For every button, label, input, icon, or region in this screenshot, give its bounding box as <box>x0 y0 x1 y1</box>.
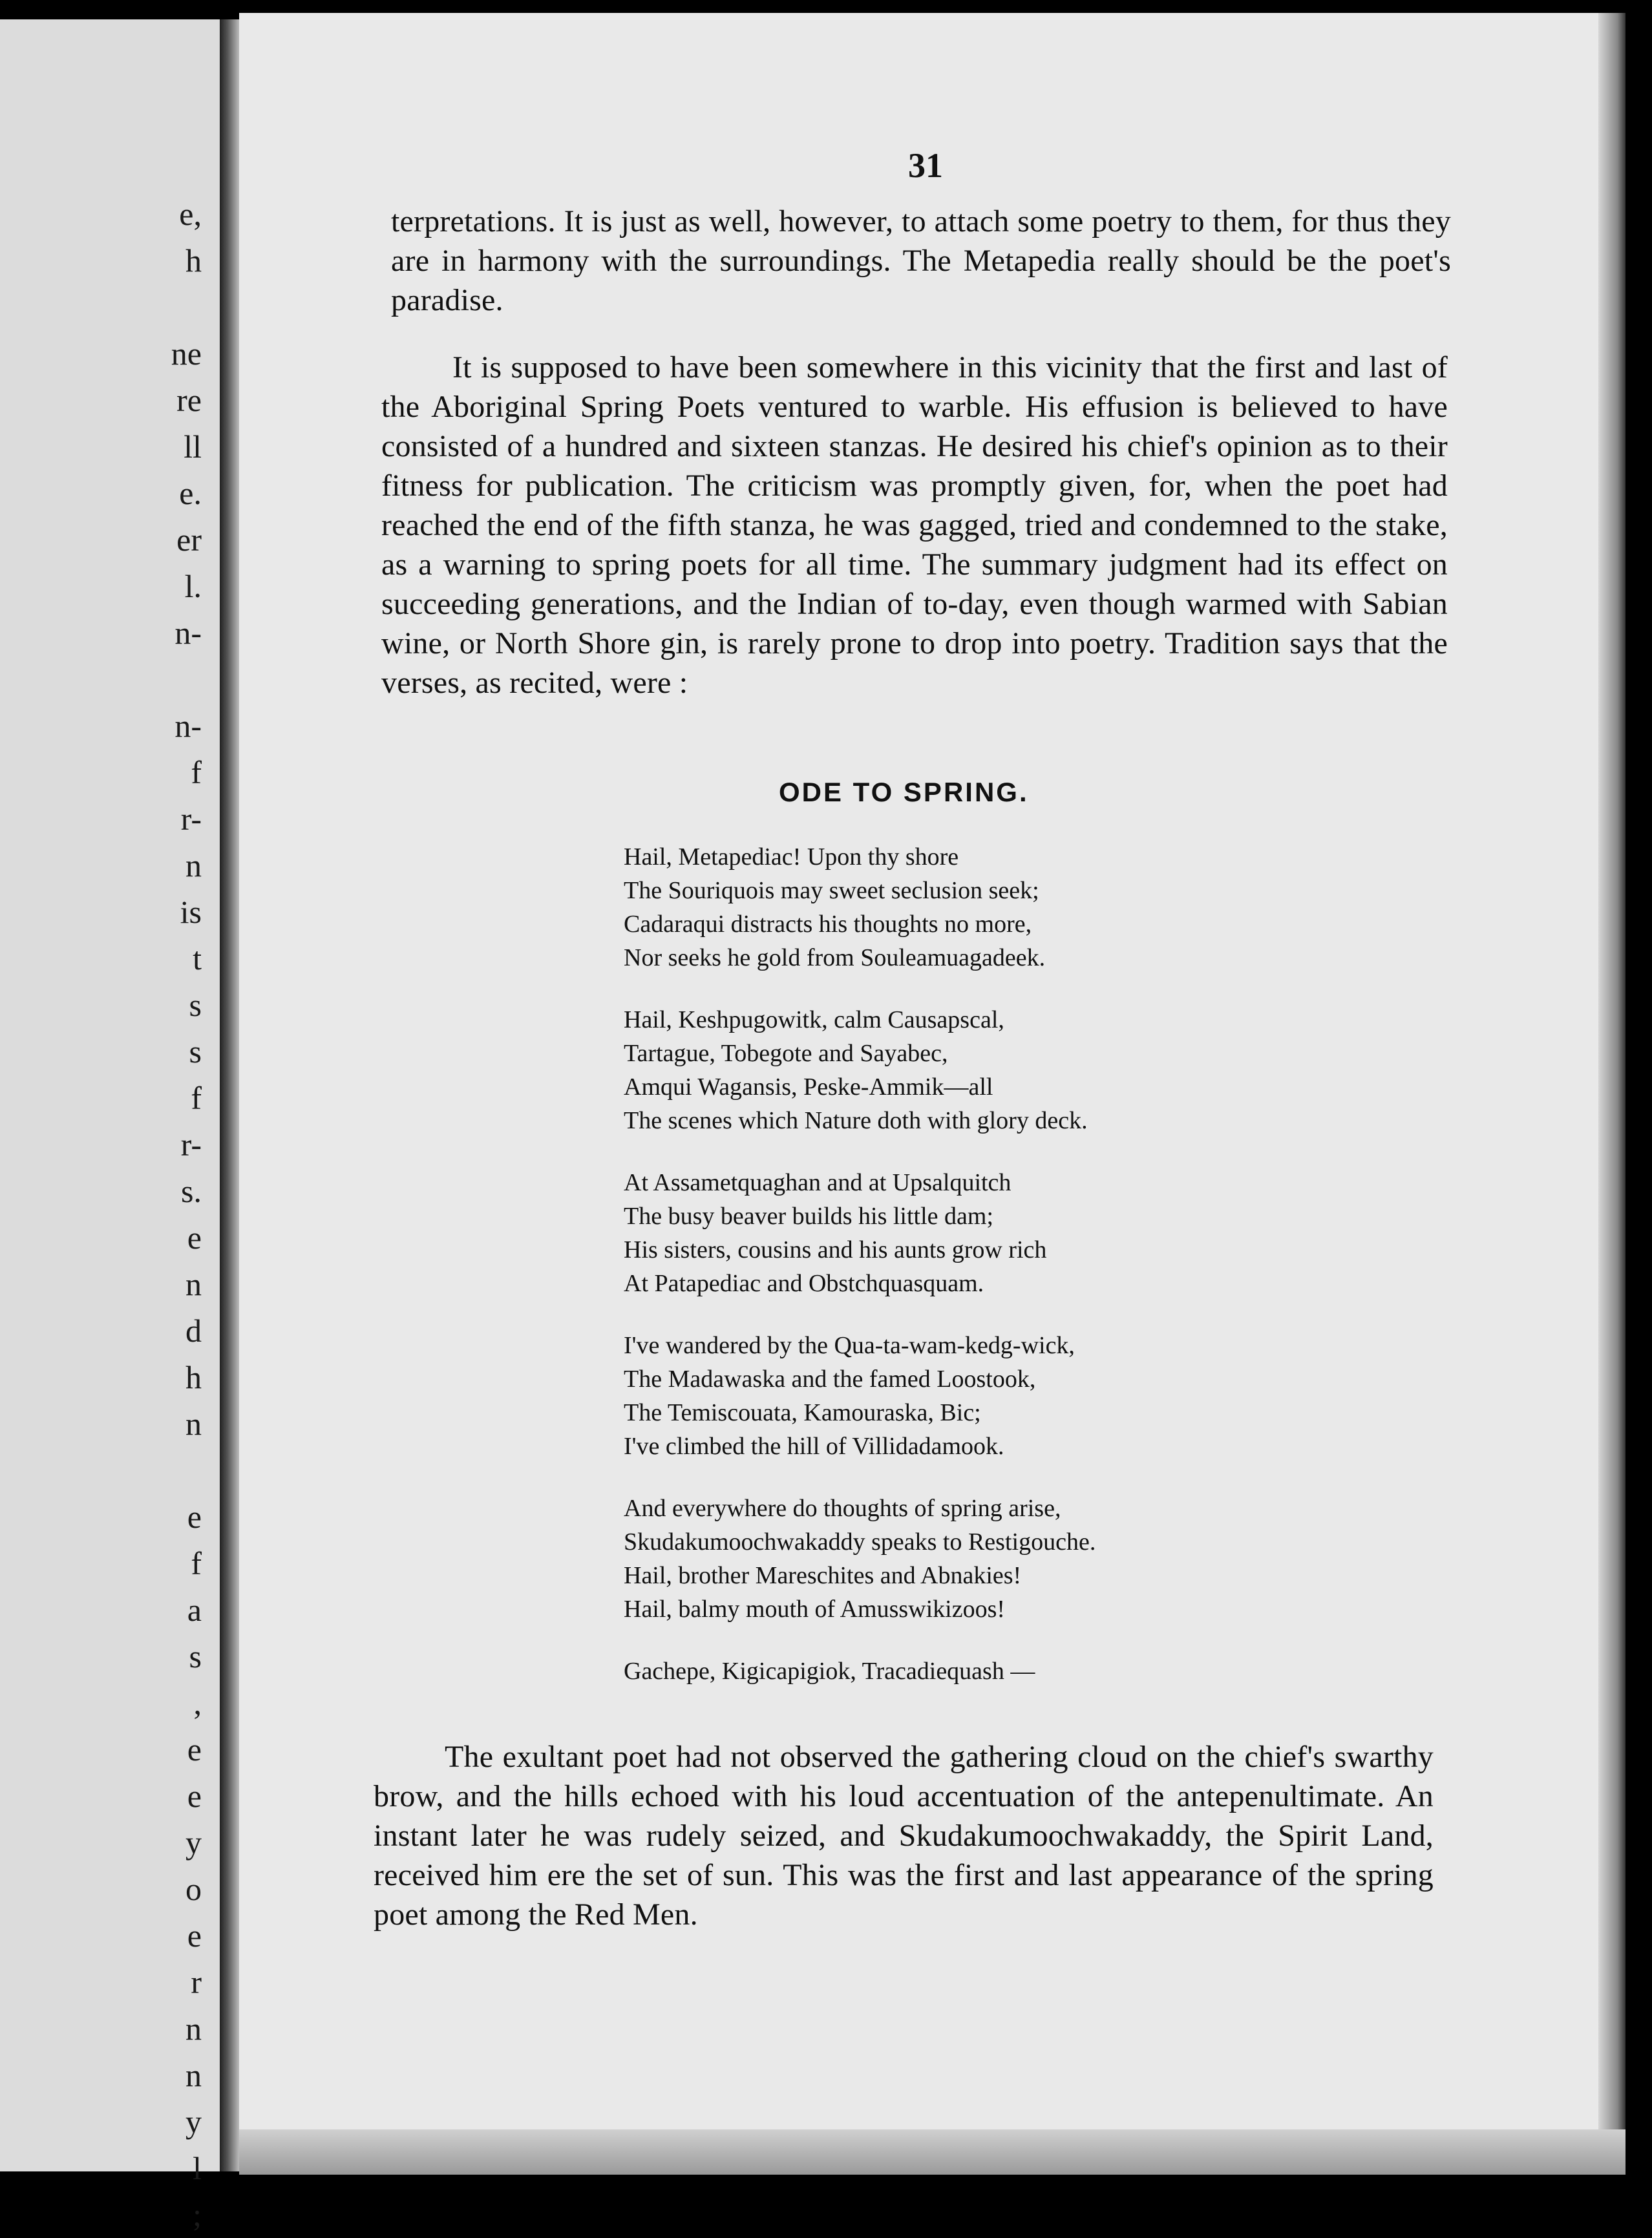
poem-line: And everywhere do thoughts of spring arise, <box>624 1495 1061 1522</box>
facing-page-fragment: y <box>185 2104 202 2140</box>
poem-stanza <box>624 1166 1270 1300</box>
poem <box>624 840 1270 1716</box>
facing-page-fragment: r- <box>180 1126 202 1163</box>
facing-page-fragment: n <box>185 2011 202 2047</box>
facing-page-fragment: n- <box>175 615 202 651</box>
poem-line: His sisters, cousins and his aunts grow rich <box>624 1236 1047 1263</box>
poem-line: The busy beaver builds his little dam; <box>624 1203 994 1230</box>
facing-page-fragment: a <box>187 1592 202 1628</box>
facing-page <box>0 19 220 2233</box>
poem-line: Hail, brother Mareschites and Abnakies! <box>624 1562 1022 1589</box>
facing-page-fragment: ; <box>193 2197 202 2233</box>
page-edge <box>1598 13 1626 2175</box>
poem-line: Hail, Metapediac! Upon thy shore <box>624 843 959 871</box>
facing-page-fragment: n- <box>175 708 202 744</box>
poem-line: Hail, Keshpugowitk, calm Causapscal, <box>624 1006 1004 1033</box>
poem-stanza <box>624 1492 1270 1626</box>
page-number: 31 <box>908 146 943 185</box>
facing-page-fragment: d <box>185 1313 202 1349</box>
book-gutter <box>220 19 239 2171</box>
poem-line: Cadaraqui distracts his thoughts no more, <box>624 911 1032 938</box>
facing-page-fragment: e <box>187 1917 202 1954</box>
poem-line: Tartague, Tobegote and Sayabec, <box>624 1040 948 1067</box>
facing-page-fragment: o <box>185 1871 202 1907</box>
facing-page-fragment: er <box>176 522 202 558</box>
poem-stanza <box>624 1654 1270 1688</box>
facing-page-fragment: is <box>180 894 202 930</box>
facing-page-fragment: n <box>185 847 202 883</box>
facing-page-fragment: f <box>191 1545 202 1581</box>
facing-page-fragment: , <box>193 1685 202 1721</box>
facing-page-fragment: e <box>187 1778 202 1814</box>
poem-line: I've climbed the hill of Villidadamook. <box>624 1433 1004 1460</box>
poem-line: At Assametquaghan and at Upsalquitch <box>624 1169 1011 1196</box>
poem-stanza <box>624 1003 1270 1137</box>
facing-page-text-fragments <box>163 191 202 2238</box>
poem-stanza <box>624 840 1270 975</box>
facing-page-fragment: e. <box>179 475 202 511</box>
facing-page-fragment <box>163 656 202 702</box>
facing-page-fragment: n <box>185 1266 202 1302</box>
facing-page-fragment: s <box>189 987 202 1023</box>
poem-line: I've wandered by the Qua-ta-wam-kedg-wick, <box>624 1332 1075 1359</box>
poem-line: The Souriquois may sweet seclusion seek; <box>624 877 1039 904</box>
facing-page-fragment: n <box>185 2057 202 2093</box>
facing-page-fragment: r <box>191 1964 202 2000</box>
poem-title: ODE TO SPRING. <box>779 777 1029 807</box>
paragraph-intro: terpretations. It is just as well, however, to attach some poetry to them, for thus they are in harmony with the surroundings. The Metapedia really should be the poet's paradise. <box>391 204 1451 317</box>
facing-page-fragment: e <box>187 1731 202 1768</box>
paragraph-spring-poets: It is supposed to have been somewhere in this vicinity that the first and last of the Aboriginal Spring Poets ventured to warble. His effusion is believed to have consisted of a hundred and sixteen stanzas. He desired his chief's opinion as to their fitness for publication. The criticism was promptly given, for, when the poet had reached the end of the fifth stanza, he was gagged, tried and condemned to the stake, as a warning to spring poets for all time. The summary judgment had its effect on succeeding generations, and the Indian of to-day, even though warmed with Sabian wine, or North Shore gin, is rarely prone to drop into poetry. Tradition says that the verses, as recited, were : <box>381 350 1448 700</box>
poem-line: Skudakumoochwakaddy speaks to Restigouche. <box>624 1528 1096 1556</box>
facing-page-fragment: s. <box>181 1173 202 1209</box>
poem-line: Gachepe, Kigicapigiok, Tracadiequash — <box>624 1658 1035 1685</box>
facing-page-fragment: f <box>191 1080 202 1116</box>
facing-page-fragment: h <box>185 1359 202 1395</box>
poem-line: The scenes which Nature doth with glory deck. <box>624 1107 1088 1134</box>
facing-page-fragment: s <box>189 1033 202 1070</box>
facing-page-fragment <box>163 284 202 330</box>
facing-page-fragment: re <box>176 382 202 418</box>
facing-page-fragment: s <box>189 1638 202 1674</box>
poem-line: Hail, balmy mouth of Amusswikizoos! <box>624 1596 1006 1623</box>
facing-page-fragment: e, <box>179 196 202 232</box>
facing-page-fragment: l <box>193 2150 202 2186</box>
poem-line: Amqui Wagansis, Peske-Ammik—all <box>624 1073 993 1101</box>
poem-stanza <box>624 1329 1270 1463</box>
facing-page-fragment: l. <box>184 568 202 604</box>
poem-line: The Madawaska and the famed Loostook, <box>624 1366 1036 1393</box>
facing-page-fragment: n <box>185 1406 202 1442</box>
poem-line: The Temiscouata, Kamouraska, Bic; <box>624 1399 981 1426</box>
facing-page-fragment <box>163 1447 202 1494</box>
facing-page-fragment: e <box>187 1219 202 1256</box>
facing-page-fragment: h <box>185 242 202 279</box>
poem-line: Nor seeks he gold from Souleamuagadeek. <box>624 944 1046 971</box>
page-bottom-edge <box>239 2129 1626 2175</box>
facing-page-fragment: f <box>191 754 202 790</box>
facing-page-fragment: r- <box>180 801 202 837</box>
facing-page-fragment: t <box>193 940 202 976</box>
poem-line: At Patapediac and Obstchquasquam. <box>624 1270 984 1297</box>
facing-page-fragment: ne <box>171 335 202 372</box>
facing-page-fragment: ll <box>184 428 202 465</box>
facing-page-fragment: e <box>187 1499 202 1535</box>
facing-page-fragment: y <box>185 1824 202 1861</box>
paragraph-conclusion: The exultant poet had not observed the gathering cloud on the chief's swarthy brow, and the hills echoed with his loud accentuation of the antepenultimate. An instant later he was rudely seized, and Skudakumoochwakaddy, the Spirit Land, received him ere the set of sun. This was the first and last appearance of the spring poet among the Red Men. <box>374 1740 1434 1932</box>
